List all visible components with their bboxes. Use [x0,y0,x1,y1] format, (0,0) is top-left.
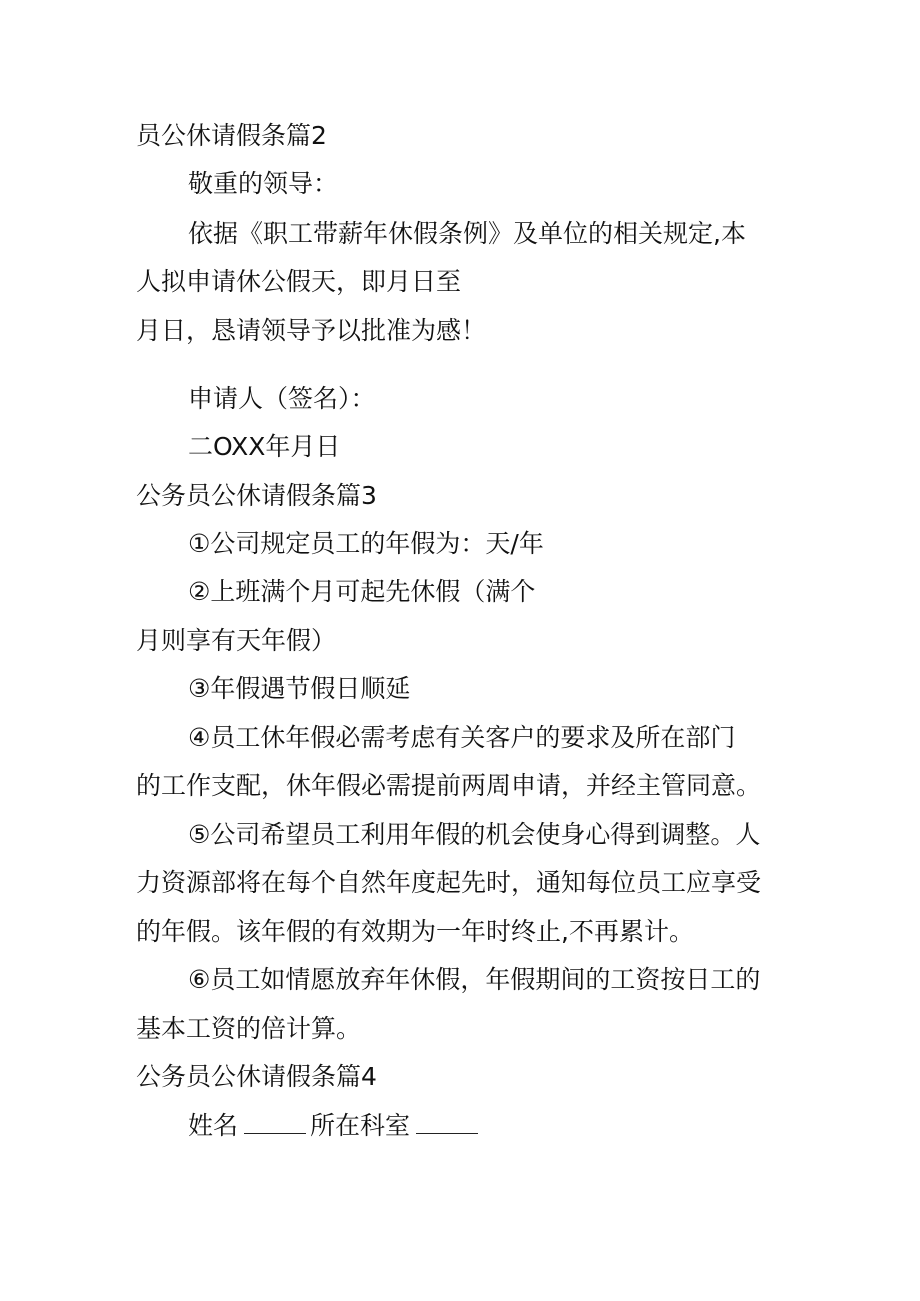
body-paragraph-line: 人拟申请休公假天，即月日至 [136,267,462,296]
salutation: 敬重的领导： [188,169,339,198]
rule-item: ⑤公司希望员工利用年假的机会使身心得到调整。人 [188,820,761,849]
section-heading-4: 公务员公休请假条篇4 [136,1062,377,1091]
rule-item: ④员工休年假必需考虑有关客户的要求及所在部门 [188,723,736,752]
rule-item: ③年假遇节假日顺延 [188,674,411,703]
date-line: 二OXX年月日 [188,432,341,461]
body-paragraph-line: 月日，恳请领导予以批准为感！ [136,316,487,345]
name-label: 姓名 [188,1111,239,1140]
form-row [188,1111,482,1141]
rule-item-continued: 的工作支配，休年假必需提前两周申请，并经主管同意。 [136,771,762,800]
body-paragraph-line: 依据《职工带薪年休假条例》及单位的相关规定,本 [188,219,746,248]
rule-item: ①公司规定员工的年假为：天/年 [188,529,544,558]
rule-item: ⑥员工如情愿放弃年休假，年假期间的工资按日工的 [188,965,761,994]
dept-label: 所在科室 [310,1111,411,1140]
section-heading-3: 公务员公休请假条篇3 [136,481,377,510]
rule-item-continued: 基本工资的倍计算。 [136,1014,362,1043]
rule-item: ②上班满个月可起先休假（满个 [188,577,536,606]
applicant-signature-label: 申请人（签名）： [188,384,376,413]
rule-item-continued: 月则享有天年假） [136,626,337,655]
dept-blank[interactable] [416,1111,478,1134]
name-blank[interactable] [244,1111,306,1134]
rule-item-continued: 力资源部将在每个自然年度起先时，通知每位员工应享受 [136,868,762,897]
section-heading-2: 员公休请假条篇2 [136,121,327,150]
rule-item-continued: 的年假。该年假的有效期为一年时终止,不再累计。 [136,917,694,946]
